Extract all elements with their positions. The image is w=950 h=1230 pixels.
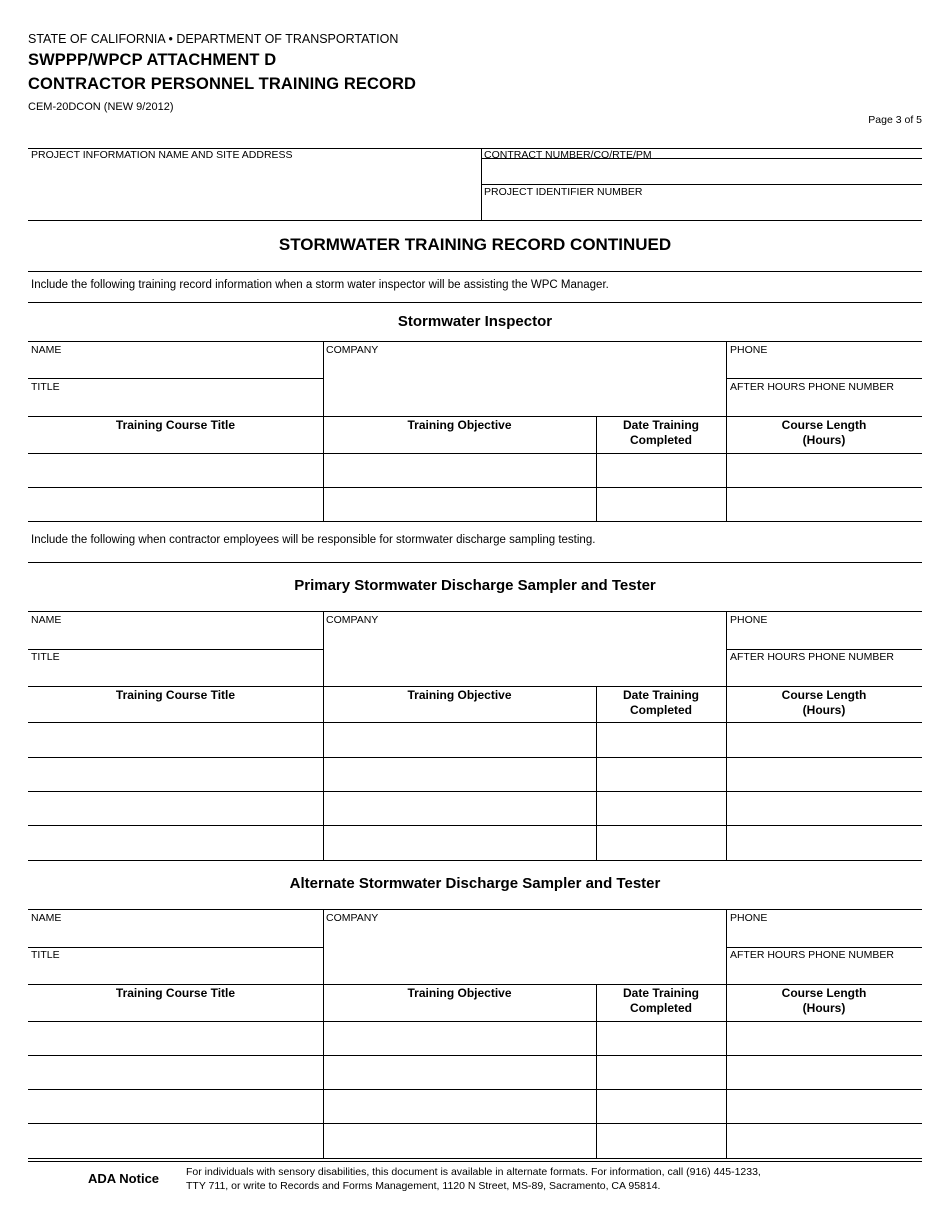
main-title: STORMWATER TRAINING RECORD CONTINUED <box>278 235 672 254</box>
name-field[interactable] <box>28 356 323 378</box>
table-row[interactable] <box>28 723 922 757</box>
page-number: Page 3 of 5 <box>868 114 922 126</box>
table-row[interactable] <box>28 1090 922 1123</box>
col-objective: Training Objective <box>407 986 512 1000</box>
phone-field[interactable] <box>727 626 922 649</box>
phone-label: PHONE <box>730 344 768 356</box>
table-row[interactable] <box>28 792 922 825</box>
project-info-field[interactable] <box>28 160 481 220</box>
phone-field[interactable] <box>727 924 922 947</box>
title-field[interactable] <box>28 663 323 686</box>
section-title-inspector: Stormwater Inspector <box>397 313 553 330</box>
col-course-length: Course Length (Hours) <box>781 688 867 717</box>
name-label: NAME <box>31 344 62 356</box>
after-hours-phone-label: AFTER HOURS PHONE NUMBER <box>730 381 894 393</box>
name-field[interactable] <box>28 626 323 649</box>
table-row[interactable] <box>28 1124 922 1158</box>
form-number: CEM-20DCON (NEW 9/2012) <box>28 101 174 113</box>
title-label: TITLE <box>31 651 60 663</box>
title-label: TITLE <box>31 381 60 393</box>
contract-number-label: CONTRACT NUMBER/CO/RTE/PM <box>484 149 652 161</box>
table-row[interactable] <box>28 454 922 487</box>
name-label: NAME <box>31 614 62 626</box>
ada-notice-text: For individuals with sensory disabilities, this document is available in alternate formats. For information, call (916) 445-1233, TTY 711, or write to Records and Forms Management, 1120 N Street, MS-89, Sacramento, CA 95814. <box>186 1166 761 1192</box>
company-field[interactable] <box>324 356 726 416</box>
col-course-length: Course Length (Hours) <box>781 986 867 1015</box>
after-hours-phone-label: AFTER HOURS PHONE NUMBER <box>730 651 894 663</box>
inspector-note: Include the following training record information when a storm water inspector will be assisting the WPC Manager. <box>31 279 609 291</box>
phone-label: PHONE <box>730 912 768 924</box>
section-title-primary: Primary Stormwater Discharge Sampler and Tester <box>294 577 656 594</box>
form-title-line1: SWPPP/WPCP ATTACHMENT D <box>28 51 277 69</box>
title-field[interactable] <box>28 961 323 984</box>
col-course-title: Training Course Title <box>115 418 236 432</box>
company-label: COMPANY <box>326 344 379 356</box>
table-row[interactable] <box>28 826 922 860</box>
col-objective: Training Objective <box>407 418 512 432</box>
name-label: NAME <box>31 912 62 924</box>
ada-notice-title: ADA Notice <box>88 1171 160 1186</box>
project-identifier-label: PROJECT IDENTIFIER NUMBER <box>484 186 643 198</box>
project-info-label: PROJECT INFORMATION NAME AND SITE ADDRESS <box>31 149 293 161</box>
company-field[interactable] <box>324 924 726 984</box>
contract-number-field[interactable] <box>482 159 922 183</box>
name-field[interactable] <box>28 924 323 947</box>
title-field[interactable] <box>28 393 323 416</box>
section-title-alternate: Alternate Stormwater Discharge Sampler and Tester <box>289 875 661 892</box>
phone-label: PHONE <box>730 614 768 626</box>
col-course-title: Training Course Title <box>115 986 236 1000</box>
sampling-note: Include the following when contractor employees will be responsible for stormwater discharge sampling testing. <box>31 534 596 546</box>
title-label: TITLE <box>31 949 60 961</box>
table-row[interactable] <box>28 488 922 521</box>
col-objective: Training Objective <box>407 688 512 702</box>
col-course-title: Training Course Title <box>115 688 236 702</box>
agency-line: STATE OF CALIFORNIA • DEPARTMENT OF TRANSPORTATION <box>28 32 399 46</box>
after-hours-phone-label: AFTER HOURS PHONE NUMBER <box>730 949 894 961</box>
col-date-completed: Date Training Completed <box>622 986 699 1015</box>
table-row[interactable] <box>28 1022 922 1055</box>
table-row[interactable] <box>28 758 922 791</box>
company-label: COMPANY <box>326 912 379 924</box>
phone-field[interactable] <box>727 356 922 378</box>
col-course-length: Course Length (Hours) <box>781 418 867 447</box>
after-hours-phone-field[interactable] <box>727 663 922 686</box>
company-label: COMPANY <box>326 614 379 626</box>
after-hours-phone-field[interactable] <box>727 393 922 416</box>
table-row[interactable] <box>28 1056 922 1089</box>
project-identifier-field[interactable] <box>482 198 922 220</box>
form-title-line2: CONTRACTOR PERSONNEL TRAINING RECORD <box>28 75 417 93</box>
company-field[interactable] <box>324 626 726 686</box>
after-hours-phone-field[interactable] <box>727 961 922 984</box>
col-date-completed: Date Training Completed <box>622 688 699 717</box>
col-date-completed: Date Training Completed <box>622 418 699 447</box>
